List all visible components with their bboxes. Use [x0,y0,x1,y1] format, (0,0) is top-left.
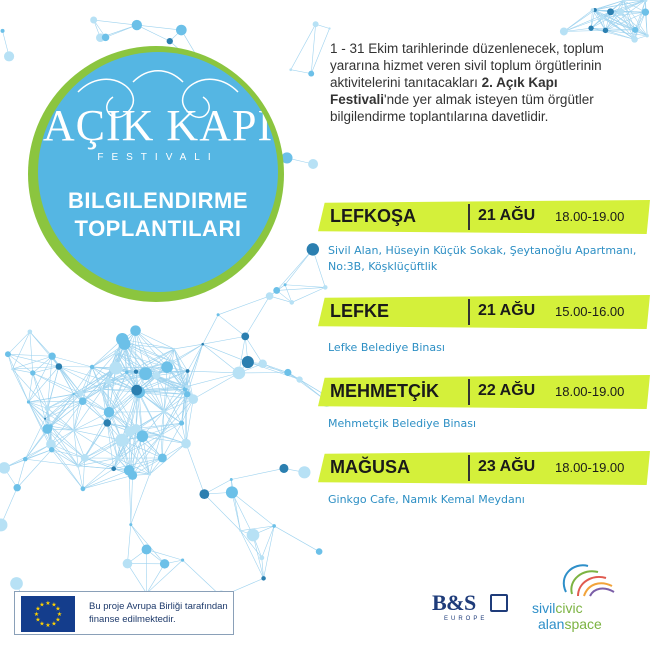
network-line [285,285,325,288]
event-city: LEFKOŞA [330,206,417,226]
network-dot [10,577,23,590]
network-dot [247,529,260,542]
network-line [28,401,82,402]
network-dot [132,20,142,30]
festival-badge [38,52,278,292]
network-dot [261,576,266,581]
network-line [136,331,173,362]
divider [468,455,470,481]
event-date: 21 AĞU [478,302,536,319]
network-line [203,344,239,373]
svg-text:★: ★ [33,611,40,618]
network-dot [142,544,152,554]
network-dot [289,300,294,305]
network-dot [42,424,52,434]
event-date: 21 AĞU [478,207,536,224]
network-dot [307,243,319,255]
network-dot [603,28,608,33]
svg-text:★: ★ [45,600,51,607]
network-dot [115,434,128,447]
network-dot [81,486,86,491]
network-line [83,470,129,488]
network-dot [316,548,323,555]
civic-space-icon [528,556,648,602]
svg-text:★: ★ [55,605,61,613]
network-dot [217,313,220,316]
event-city: MEHMETÇİK [330,381,439,401]
network-line [131,474,150,524]
network-dot [129,523,132,526]
network-dot [139,367,152,380]
network-line [74,423,107,430]
network-dot [266,292,274,300]
network-line [30,332,59,367]
network-line [142,436,186,443]
svg-text:★: ★ [51,620,57,628]
event-bar-magusa [318,451,650,485]
network-line [263,364,300,380]
divider [468,379,470,405]
event-place-lefke: Lefke Belediye Binası [328,341,445,354]
bs-logo-mark [490,594,508,612]
eu-flag-icon [21,596,75,632]
network-line [311,29,329,74]
network-line [188,371,239,373]
network-line [137,25,170,41]
network-line [174,349,187,371]
network-line [131,475,133,524]
network-dot [90,365,95,370]
svg-text:★: ★ [39,601,45,609]
network-line [142,436,149,474]
bs-europe-logo [432,590,512,630]
network-dot [560,28,568,36]
network-line [74,412,109,430]
network-dot [233,367,246,380]
network-dot [588,25,593,30]
bs-logo-text: B&S [432,590,476,615]
network-dot [110,362,123,375]
network-dot [284,283,287,286]
network-dot [591,8,594,11]
network-line [8,354,29,402]
svg-text:★: ★ [56,611,63,618]
network-line [12,332,30,369]
network-dot [642,8,649,15]
network-line [164,412,182,423]
network-dot [105,378,112,385]
network-line [232,492,253,535]
network-line [136,331,168,367]
network-dot [44,418,46,420]
network-line [187,344,203,386]
network-dot [160,434,162,436]
network-dot [313,21,319,27]
event-city: LEFKE [330,301,390,321]
eu-funding-box [14,591,234,635]
swirl-decoration [38,52,278,292]
intro-festival-name: 2. Açık Kapı Festivali [330,75,558,107]
network-dot [130,325,141,336]
network-dot [179,421,184,426]
network-line [47,401,82,408]
network-line [193,373,239,399]
eu-funding-text: Bu proje Avrupa Birliği tarafından finanse edilmektedir. [89,601,228,625]
network-line [147,564,165,594]
network-dot [56,363,63,370]
network-dot [158,453,167,462]
network-dot [241,332,249,340]
network-dot [162,409,166,413]
network-dot [4,51,14,61]
network-dot [199,489,209,499]
network-dot [0,518,7,531]
network-dot [125,426,135,436]
network-dot [101,388,104,391]
event-bar-mehmetcik [318,375,650,409]
civic-civic: civic [555,600,583,616]
event-city: MAĞUSA [330,457,410,477]
civic-alan: alan [538,616,565,632]
network-dot [81,454,89,462]
civic-line1 [532,600,583,616]
network-dot [148,473,151,476]
network-line [127,564,146,594]
festival-title: AÇIK KAPI [42,101,274,150]
svg-text:★: ★ [39,620,45,628]
sivil-alan-logo [528,556,648,646]
network-dot [125,370,129,374]
network-line [74,367,92,394]
event-date: 22 AĞU [478,382,536,399]
network-line [4,444,51,468]
network-dot [607,8,614,15]
event-time: 18.00-19.00 [555,460,625,475]
network-dot [239,529,241,531]
network-dot [27,400,30,403]
network-line [248,362,300,379]
event-bar-lefke [318,295,650,329]
network-dot [78,390,84,396]
network-dot [111,466,116,471]
network-line [277,287,326,290]
network-line [203,336,246,344]
network-dot [308,159,318,169]
network-line [137,25,181,30]
network-dot [185,385,188,388]
network-dot [259,555,264,560]
network-dot [617,8,624,15]
network-dot [45,405,51,411]
network-line [218,296,269,315]
network-dot [176,25,187,36]
network-dot [115,351,119,355]
network-line [291,70,311,74]
festival-subtitle: FESTIVALI [97,152,219,163]
event-place-mehmetcik: Mehmetçik Belediye Binası [328,417,477,430]
network-line [59,367,92,368]
network-line [187,373,239,387]
network-dot [137,431,149,443]
network-dot [104,419,111,426]
network-dot [201,343,204,346]
network-dot [72,429,75,432]
event-time: 18.00-19.00 [555,384,625,399]
network-dot [13,484,20,491]
network-dot [49,447,54,452]
divider [468,299,470,325]
svg-text:★: ★ [55,616,61,624]
network-dot [184,391,190,397]
network-dot [28,329,33,334]
network-line [147,549,183,560]
svg-text:★: ★ [35,616,41,624]
network-dot [104,407,115,418]
network-line [186,444,204,495]
network-dot [272,524,276,528]
network-dot [181,439,191,449]
network-line [245,296,269,336]
network-line [203,315,218,344]
network-dot [123,559,133,569]
network-dot [0,462,10,474]
network-dot [134,370,138,374]
network-dot [645,34,648,37]
network-dot [644,0,648,2]
civic-line2 [538,616,602,632]
network-dot [23,457,28,462]
network-line [274,526,319,552]
network-dot [284,369,291,376]
network-line [277,249,313,290]
network-dot [328,27,330,29]
event-time: 15.00-16.00 [555,304,625,319]
network-dot [1,29,5,33]
network-dot [167,38,173,44]
event-place-magusa: Ginkgo Cafe, Namık Kemal Meydanı [328,493,525,506]
intro-part-2: 'nde yer almak isteyen tüm örgütler bilgilendirme toplantılarına davetlidir. [330,92,594,124]
network-dot [308,71,314,77]
network-dot [72,393,74,395]
network-dot [632,27,638,33]
network-line [83,469,114,489]
network-dot [79,397,87,405]
network-dot [600,15,604,19]
network-line [285,249,313,284]
network-line [8,332,30,354]
event-bar-lefkosa [318,200,650,234]
network-dot [226,486,238,498]
svg-text:★: ★ [35,605,41,613]
network-line [218,315,245,337]
network-dot [131,385,142,396]
network-dot [296,376,302,382]
network-line [264,526,275,578]
intro-text [330,40,630,125]
network-dot [298,466,310,478]
network-line [94,20,137,25]
network-dot [116,333,128,345]
event-time: 18.00-19.00 [555,209,625,224]
network-dot [115,456,120,461]
network-dot [279,464,288,473]
network-dot [5,351,11,357]
network-line [33,373,45,419]
civic-space: space [564,616,602,632]
network-dot [124,465,135,476]
network-dot [181,559,184,562]
divider [468,204,470,230]
intro-part-1: 1 - 31 Ekim tarihlerinde düzenlenecek, toplum yararına hizmet veren sivil toplum örgütlerinin aktivitelerini tanıtacakları [330,41,604,90]
network-line [59,367,81,394]
network-line [127,525,130,564]
network-dot [48,353,55,360]
network-dot [631,36,638,43]
event-date: 23 AĞU [478,458,536,475]
badge-heading-line2: TOPLANTILARI [74,216,242,241]
network-dot [230,478,233,481]
svg-text:★: ★ [45,622,51,629]
network-line [611,12,648,36]
network-line [25,459,78,466]
network-dot [173,348,175,350]
network-dot [76,464,79,467]
network-line [231,468,284,479]
network-dot [160,559,169,568]
event-place-lefkosa: Sivil Alan, Hüseyin Küçük Sokak, Şeytanoğlu Apartmanı, No:3B, Köşklüçüftlik [328,244,637,273]
badge-heading-line1: BILGILENDIRME [67,188,249,213]
network-dot [258,359,266,367]
network-dot [186,369,190,373]
network-line [30,332,33,373]
svg-text:★: ★ [51,601,57,609]
network-dot [102,34,109,41]
network-line [12,369,28,402]
network-dot [170,359,174,363]
network-dot [323,285,328,290]
network-dot [242,356,254,368]
network-line [4,450,51,468]
network-dot [11,368,13,370]
eu-stars [21,596,75,632]
network-dot [30,370,35,375]
network-line [203,344,248,362]
civic-sivil: sivil [532,600,556,616]
network-line [131,525,165,564]
network-dot [289,68,292,71]
network-line [136,331,175,349]
bs-logo-sub: EUROPE [444,616,488,622]
network-dot [153,372,160,379]
network-dot [90,17,97,24]
